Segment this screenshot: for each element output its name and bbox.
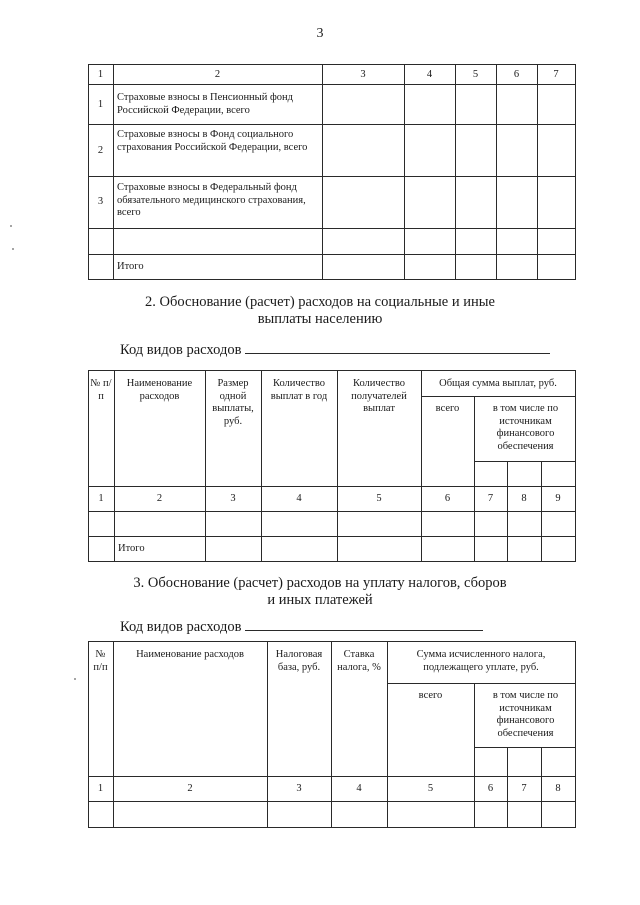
col-number-1: 1: [98, 493, 104, 504]
col-header-6: 6: [513, 69, 520, 80]
header-all: всего: [435, 403, 460, 414]
col-number-7: 7: [521, 783, 527, 794]
col-number-5: 5: [376, 493, 382, 504]
scan-speck: [12, 248, 14, 250]
row-number: 1: [97, 99, 104, 110]
header-name: Наименование расходов: [126, 378, 193, 402]
row-name: Страховые взносы в Фонд социального страхования Российской Федерации, всего: [117, 129, 308, 153]
header-total-sum: Общая сумма выплат, руб.: [439, 378, 557, 389]
col-header-1: 1: [97, 69, 104, 80]
header-sources: в том числе по источникам финансового обеспечения: [492, 690, 559, 739]
section-3-code-field[interactable]: [245, 616, 483, 631]
section-3-title-line-2: и иных платежей: [267, 592, 373, 608]
section-2-code-label: Код видов расходов: [120, 342, 242, 358]
col-number-2: 2: [156, 493, 163, 504]
col-header-7: 7: [553, 69, 559, 80]
page-number: 3: [316, 26, 324, 41]
header-num: № п/п: [90, 378, 112, 402]
section-2-code-line: [120, 339, 550, 359]
header-sources: в том числе по источникам финансового обеспечения: [492, 403, 559, 452]
col-number-3: 3: [230, 493, 236, 504]
header-tax-base: Налоговая база, руб.: [275, 649, 323, 673]
col-number-9: 9: [555, 493, 561, 504]
section-3-title-line-1: 3. Обоснование (расчет) расходов на уплату налогов, сборов: [133, 575, 507, 591]
col-number-7: 7: [487, 493, 494, 504]
header-payment-size: Размер одной выплаты, руб.: [212, 378, 254, 427]
col-number-6: 6: [444, 493, 451, 504]
col-header-4: 4: [426, 69, 433, 80]
scan-speck: [74, 678, 76, 680]
header-name: Наименование расходов: [136, 649, 244, 660]
scan-speck: [10, 225, 12, 227]
col-number-2: 2: [187, 783, 193, 794]
section-3-code-label: Код видов расходов: [120, 619, 242, 635]
header-tax-rate: Ставка налога, %: [337, 649, 381, 673]
section-2-title-line-1: 2. Обоснование (расчет) расходов на социальные и иные: [145, 294, 495, 310]
col-number-6: 6: [487, 783, 494, 794]
section-2-code-field[interactable]: [245, 339, 550, 354]
col-number-3: 3: [296, 783, 302, 794]
col-number-5: 5: [427, 783, 434, 794]
col-number-8: 8: [521, 493, 527, 504]
section-3-code-line: [120, 616, 483, 636]
section-2-title-line-2: выплаты населению: [257, 311, 383, 327]
col-header-2: 2: [214, 69, 221, 80]
col-number-8: 8: [555, 783, 561, 794]
header-all: всего: [418, 690, 443, 701]
header-payments-per-year: Количество выплат в год: [270, 378, 328, 402]
col-number-4: 4: [296, 493, 302, 504]
row-number: 2: [97, 145, 104, 156]
col-number-1: 1: [97, 783, 104, 794]
header-recipients: Количество получателей выплат: [351, 378, 407, 414]
col-number-4: 4: [356, 783, 362, 794]
row-name: Итого: [117, 261, 144, 272]
row-name: Страховые взносы в Пенсионный фонд Российской Федерации, всего: [117, 92, 293, 116]
header-calculated-tax: Сумма исчисленного налога, подлежащего уплате, руб.: [416, 649, 546, 673]
row-name: Страховые взносы в Федеральный фонд обязательного медицинского страхования, всего: [117, 182, 306, 218]
row-number: 3: [97, 196, 104, 207]
header-num: № п/п: [93, 649, 108, 673]
total-row-label: Итого: [118, 543, 145, 554]
col-header-3: 3: [360, 69, 366, 80]
col-header-5: 5: [472, 69, 479, 80]
